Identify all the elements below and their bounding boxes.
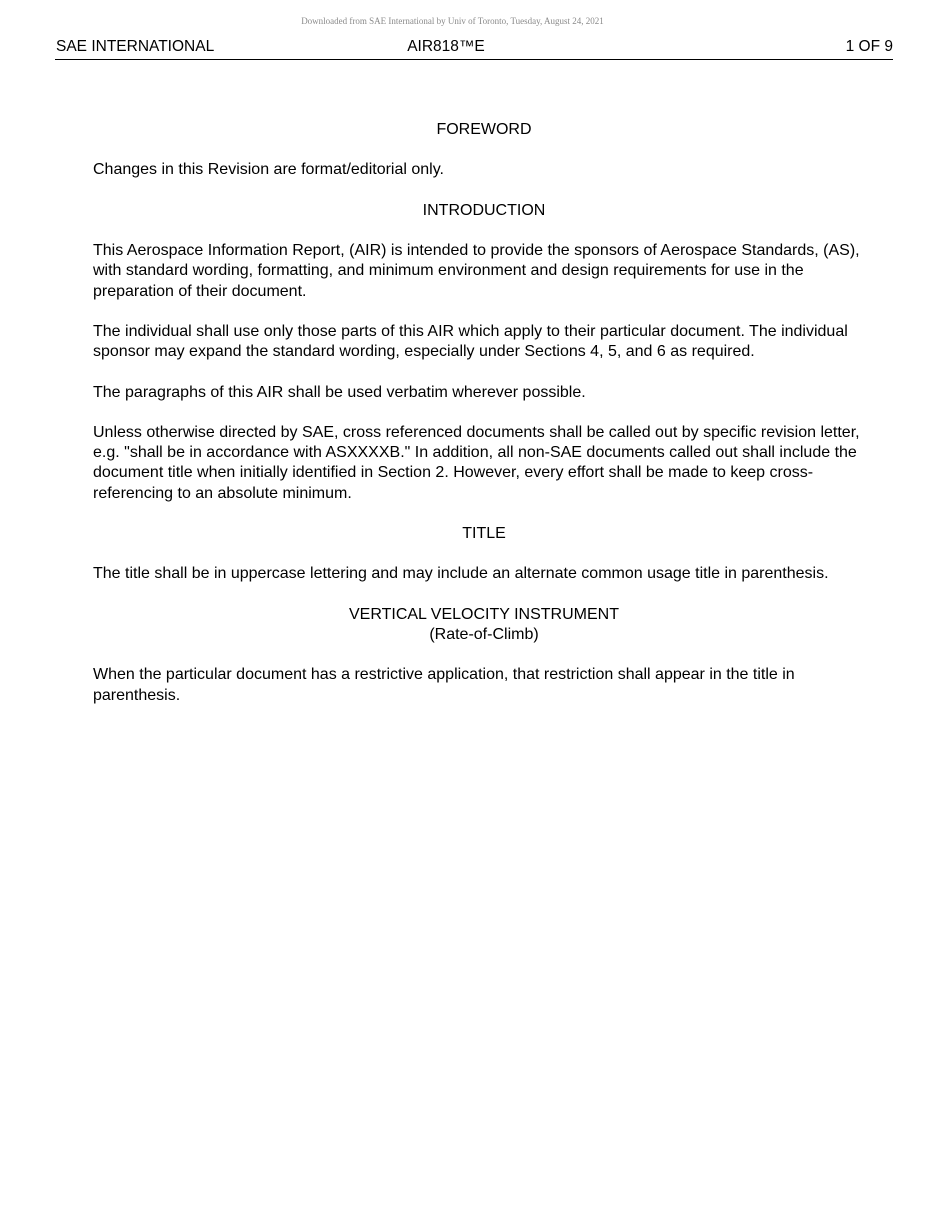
running-header [55, 38, 893, 60]
header-page-number: 1 OF 9 [845, 38, 893, 55]
introduction-paragraph-1: This Aerospace Information Report, (AIR) is intended to provide the sponsors of Aerospace Standards, (AS), with standard wording, formatting, and minimum environment and design requirements for use in the preparation of their document. [93, 242, 860, 300]
example-title: VERTICAL VELOCITY INSTRUMENT [349, 605, 619, 623]
example-subtitle: (Rate-of-Climb) [429, 625, 539, 643]
document-body [93, 120, 875, 706]
introduction-paragraph-3: The paragraphs of this AIR shall be used verbatim wherever possible. [93, 383, 586, 401]
introduction-heading: INTRODUCTION [422, 201, 546, 219]
title-heading: TITLE [462, 524, 506, 542]
header-organization: SAE INTERNATIONAL [56, 38, 215, 55]
introduction-paragraph-4: Unless otherwise directed by SAE, cross referenced documents shall be called out by specific revision letter, e.g. "shall be in accordance with ASXXXXB." In addition, all non-SAE documents called out shall include the document title when initially identified in Section 2. However, every effort shall be made to keep cross-referencing to an absolute minimum. [93, 423, 860, 502]
title-closing-text: When the particular document has a restrictive application, that restriction shall appear in the title in parenthesis. [93, 666, 795, 704]
introduction-paragraph-2: The individual shall use only those parts of this AIR which apply to their particular document. The individual sponsor may expand the standard wording, especially under Sections 4, 5, and 6 as required. [93, 322, 848, 361]
header-document-number: AIR818™E [407, 38, 485, 55]
foreword-heading: FOREWORD [436, 121, 532, 138]
download-watermark: Downloaded from SAE International by Univ of Toronto, Tuesday, August 24, 2021 [301, 16, 604, 26]
foreword-text: Changes in this Revision are format/editorial only. [93, 161, 444, 179]
title-text: The title shall be in uppercase lettering and may include an alternate common usage title in parenthesis. [93, 565, 829, 583]
